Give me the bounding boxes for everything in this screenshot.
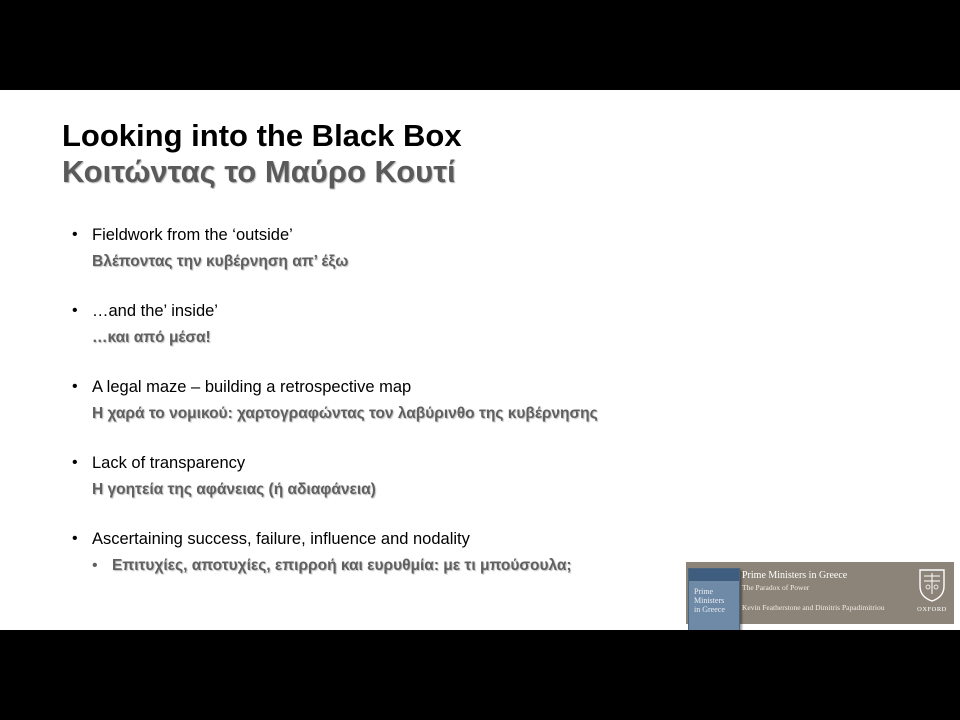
- bullet-item: [72, 224, 712, 300]
- bullet-item: [72, 300, 712, 376]
- bullet-english: Fieldwork from the ‘outside’: [92, 226, 293, 244]
- bullet-greek: …και από μέσα!: [92, 329, 211, 346]
- bullet-item: [72, 452, 712, 528]
- bullet-dot: •: [72, 530, 78, 547]
- book-cover-image: [688, 568, 740, 630]
- bullet-item: [72, 528, 712, 577]
- bullet-dot: •: [72, 378, 78, 395]
- slide-title-greek: Κοιτώντας το Μαύρο Κουτί: [62, 154, 456, 189]
- bullet-greek-row: [92, 555, 712, 577]
- bullet-dot: •: [72, 226, 78, 243]
- bullet-english: Lack of transparency: [92, 454, 246, 472]
- bullet-dot: •: [72, 302, 78, 319]
- slide: [0, 90, 960, 630]
- bullet-english: A legal maze – building a retrospective map: [92, 378, 412, 396]
- bullet-dot: •: [72, 454, 78, 471]
- bullet-greek: Η χαρά το νομικού: χαρτογραφώντας τον λαβύρινθο της κυβέρνησης: [92, 405, 598, 422]
- bullet-english: …and the’ inside’: [92, 302, 218, 320]
- book-cover-title: Prime Ministers in Greece: [694, 587, 725, 614]
- bullet-english: Ascertaining success, failure, influence and nodality: [92, 530, 470, 548]
- bullet-list: [72, 224, 712, 577]
- bullet-item: [72, 376, 712, 452]
- book-subtitle: The Paradox of Power: [742, 583, 810, 592]
- bullet-greek: Επιτυχίες, αποτυχίες, επιρροή και ευρυθμία: με τι μπούσουλα;: [112, 557, 572, 574]
- university-crest-icon: [918, 568, 946, 602]
- book-cover-stripe: [689, 569, 739, 581]
- bullet-dot: •: [92, 557, 98, 574]
- book-banner: [686, 562, 954, 624]
- publisher-name: OXFORD: [917, 606, 947, 613]
- book-title: Prime Ministers in Greece: [742, 570, 848, 581]
- bullet-greek: Η γοητεία της αφάνειας (ή αδιαφάνεια): [92, 481, 376, 498]
- slide-title-english: Looking into the Black Box: [62, 118, 462, 153]
- book-authors: Kevin Featherstone and Dimitris Papadimitriou: [742, 603, 885, 612]
- bullet-greek: Βλέποντας την κυβέρνηση απ’ έξω: [92, 253, 349, 270]
